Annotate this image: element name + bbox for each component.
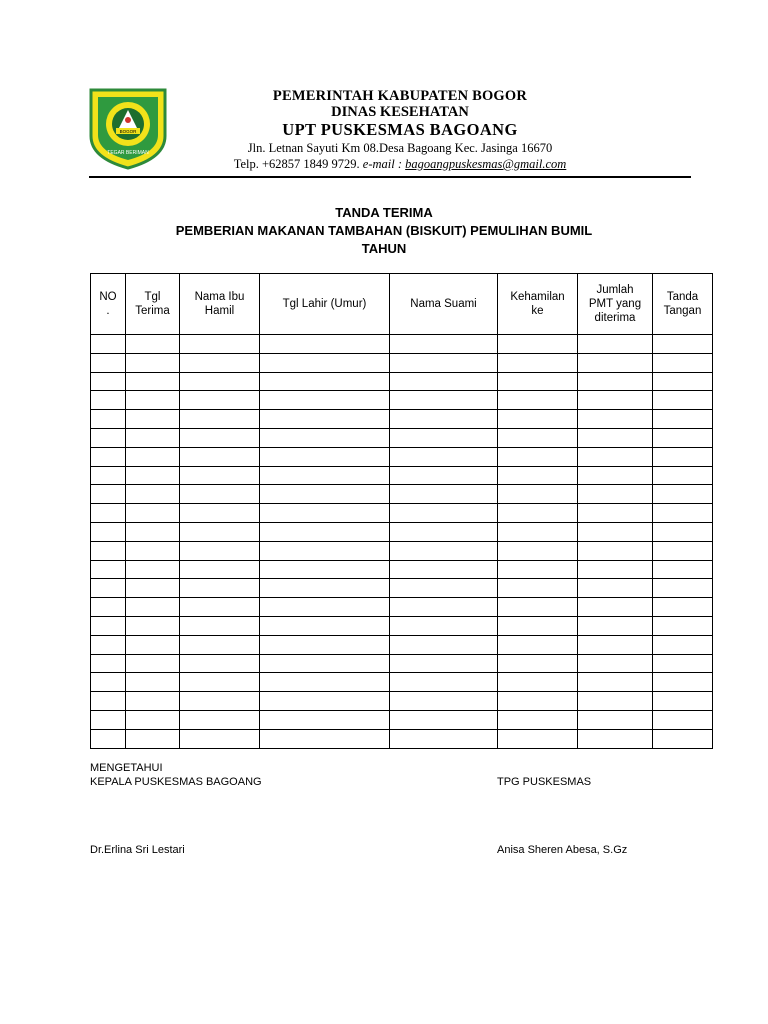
table-cell[interactable] xyxy=(91,522,126,541)
table-cell[interactable] xyxy=(653,466,713,485)
table-cell[interactable] xyxy=(91,335,126,354)
table-cell[interactable] xyxy=(260,635,390,654)
table-row xyxy=(91,692,713,711)
table-cell[interactable] xyxy=(498,541,578,560)
table-cell[interactable] xyxy=(578,485,653,504)
table-row xyxy=(91,579,713,598)
table-cell[interactable] xyxy=(180,729,260,748)
table-cell[interactable] xyxy=(390,504,498,523)
table-cell[interactable] xyxy=(653,560,713,579)
table-cell[interactable] xyxy=(180,428,260,447)
table-header-row xyxy=(91,274,713,335)
table-cell[interactable] xyxy=(653,729,713,748)
district-logo xyxy=(89,88,167,170)
table-cell[interactable] xyxy=(126,729,180,748)
table-cell[interactable] xyxy=(390,391,498,410)
left-signatory xyxy=(90,843,185,857)
table-cell[interactable] xyxy=(653,579,713,598)
table-cell[interactable] xyxy=(126,710,180,729)
table-cell[interactable] xyxy=(390,447,498,466)
table-cell[interactable] xyxy=(578,598,653,617)
table-cell[interactable] xyxy=(578,391,653,410)
table-cell[interactable] xyxy=(260,522,390,541)
table-cell[interactable] xyxy=(578,729,653,748)
table-cell[interactable] xyxy=(260,504,390,523)
table-cell[interactable] xyxy=(180,447,260,466)
table-cell[interactable] xyxy=(91,579,126,598)
table-cell[interactable] xyxy=(91,466,126,485)
table-cell[interactable] xyxy=(390,673,498,692)
table-cell[interactable] xyxy=(390,335,498,354)
table-cell[interactable] xyxy=(126,692,180,711)
table-cell[interactable] xyxy=(260,654,390,673)
table-cell[interactable] xyxy=(578,372,653,391)
table-cell[interactable] xyxy=(653,710,713,729)
letterhead-email-label: e-mail : xyxy=(362,157,403,171)
table-cell[interactable] xyxy=(653,598,713,617)
letterhead-institution: UPT PUSKESMAS BAGOANG xyxy=(282,120,518,139)
table-cell[interactable] xyxy=(390,522,498,541)
logo-motto-text: TEGAR BERIMAN xyxy=(107,150,149,156)
table-cell[interactable] xyxy=(653,522,713,541)
table-cell[interactable] xyxy=(390,729,498,748)
table-cell[interactable] xyxy=(390,353,498,372)
table-cell[interactable] xyxy=(498,391,578,410)
table-cell[interactable] xyxy=(180,560,260,579)
table-cell[interactable] xyxy=(260,673,390,692)
table-cell[interactable] xyxy=(578,579,653,598)
letterhead-government: PEMERINTAH KABUPATEN BOGOR xyxy=(272,88,528,104)
table-cell[interactable] xyxy=(126,560,180,579)
table-cell[interactable] xyxy=(498,598,578,617)
table-cell[interactable] xyxy=(498,410,578,429)
letterhead-divider xyxy=(89,176,691,178)
header-tanda-tangan: Tanda Tangan xyxy=(653,274,713,335)
table-cell[interactable] xyxy=(390,692,498,711)
table-cell[interactable] xyxy=(498,335,578,354)
table-cell[interactable] xyxy=(126,654,180,673)
table-cell[interactable] xyxy=(91,372,126,391)
table-cell[interactable] xyxy=(498,522,578,541)
table-cell[interactable] xyxy=(390,428,498,447)
table-row xyxy=(91,335,713,354)
table-cell[interactable] xyxy=(390,616,498,635)
table-row xyxy=(91,598,713,617)
table-cell[interactable] xyxy=(126,616,180,635)
table-cell[interactable] xyxy=(498,504,578,523)
table-cell[interactable] xyxy=(91,692,126,711)
table-cell[interactable] xyxy=(578,504,653,523)
table-cell[interactable] xyxy=(578,654,653,673)
table-cell[interactable] xyxy=(498,729,578,748)
table-cell[interactable] xyxy=(498,372,578,391)
table-cell[interactable] xyxy=(180,353,260,372)
table-cell[interactable] xyxy=(498,353,578,372)
logo-banner-text: BOGOR xyxy=(119,129,137,134)
table-cell[interactable] xyxy=(126,504,180,523)
table-cell[interactable] xyxy=(653,635,713,654)
header-nama-suami: Nama Suami xyxy=(390,274,498,335)
table-cell[interactable] xyxy=(126,353,180,372)
left-signatory-name: Dr.Erlina Sri Lestari xyxy=(90,844,185,856)
table-row xyxy=(91,372,713,391)
table-cell[interactable] xyxy=(91,560,126,579)
title-line-3: TAHUN xyxy=(361,241,407,256)
header-jumlah-pmt: Jumlah PMT yang diterima xyxy=(578,274,653,335)
table-row xyxy=(91,522,713,541)
table-cell[interactable] xyxy=(180,673,260,692)
left-heading-position: KEPALA PUSKESMAS BAGOANG xyxy=(90,776,262,788)
letterhead-phone: Telp. +62857 1849 9729. xyxy=(233,157,360,171)
table-cell[interactable] xyxy=(390,560,498,579)
right-signatory-name: Anisa Sheren Abesa, S.Gz xyxy=(497,844,628,856)
table-cell[interactable] xyxy=(653,654,713,673)
table-row xyxy=(91,616,713,635)
table-cell[interactable] xyxy=(126,335,180,354)
table-cell[interactable] xyxy=(91,485,126,504)
table-row xyxy=(91,447,713,466)
table-cell[interactable] xyxy=(578,710,653,729)
table-cell[interactable] xyxy=(180,372,260,391)
table-cell[interactable] xyxy=(498,447,578,466)
table-row xyxy=(91,504,713,523)
table-cell[interactable] xyxy=(180,635,260,654)
table-cell[interactable] xyxy=(390,579,498,598)
table-cell[interactable] xyxy=(260,410,390,429)
table-cell[interactable] xyxy=(126,598,180,617)
table-cell[interactable] xyxy=(126,391,180,410)
table-row xyxy=(91,710,713,729)
table-cell[interactable] xyxy=(498,692,578,711)
table-cell[interactable] xyxy=(653,335,713,354)
table-cell[interactable] xyxy=(578,616,653,635)
table-cell[interactable] xyxy=(498,579,578,598)
table-cell[interactable] xyxy=(91,541,126,560)
table-cell[interactable] xyxy=(653,692,713,711)
table-cell[interactable] xyxy=(653,673,713,692)
table-cell[interactable] xyxy=(390,372,498,391)
table-cell[interactable] xyxy=(180,710,260,729)
table-row xyxy=(91,673,713,692)
table-cell[interactable] xyxy=(126,466,180,485)
table-cell[interactable] xyxy=(91,391,126,410)
table-cell[interactable] xyxy=(653,410,713,429)
table-row xyxy=(91,635,713,654)
table-cell[interactable] xyxy=(260,710,390,729)
table-cell[interactable] xyxy=(498,560,578,579)
table-cell[interactable] xyxy=(260,729,390,748)
table-cell[interactable] xyxy=(260,560,390,579)
table-cell[interactable] xyxy=(91,729,126,748)
title-line-2: PEMBERIAN MAKANAN TAMBAHAN (BISKUIT) PEMULIHAN BUMIL xyxy=(175,223,593,238)
letterhead-contact xyxy=(180,156,620,172)
table-cell[interactable] xyxy=(498,466,578,485)
table-cell[interactable] xyxy=(578,673,653,692)
table-cell[interactable] xyxy=(390,710,498,729)
table-cell[interactable] xyxy=(180,466,260,485)
table-cell[interactable] xyxy=(498,673,578,692)
table-cell[interactable] xyxy=(498,616,578,635)
table-row xyxy=(91,353,713,372)
table-cell[interactable] xyxy=(91,635,126,654)
table-cell[interactable] xyxy=(653,616,713,635)
table-cell[interactable] xyxy=(260,335,390,354)
table-cell[interactable] xyxy=(91,616,126,635)
table-cell[interactable] xyxy=(91,673,126,692)
table-cell[interactable] xyxy=(390,635,498,654)
table-cell[interactable] xyxy=(180,579,260,598)
right-heading-position: TPG PUSKESMAS xyxy=(497,776,592,788)
left-heading-acknowledge: MENGETAHUI xyxy=(90,762,163,774)
header-tgl-lahir: Tgl Lahir (Umur) xyxy=(260,274,390,335)
table-cell[interactable] xyxy=(498,485,578,504)
table-cell[interactable] xyxy=(498,428,578,447)
table-cell[interactable] xyxy=(91,504,126,523)
title-line-1: TANDA TERIMA xyxy=(335,205,433,220)
table-cell[interactable] xyxy=(653,504,713,523)
table-cell[interactable] xyxy=(91,410,126,429)
letterhead xyxy=(180,88,620,172)
table-cell[interactable] xyxy=(126,428,180,447)
header-kehamilan-ke: Kehamilan ke xyxy=(498,274,578,335)
table-cell[interactable] xyxy=(653,391,713,410)
table-cell[interactable] xyxy=(390,598,498,617)
right-signatory xyxy=(497,843,627,857)
letterhead-department: DINAS KESEHATAN xyxy=(331,104,469,120)
receipt-table xyxy=(90,273,713,749)
table-cell[interactable] xyxy=(126,447,180,466)
table-cell[interactable] xyxy=(260,353,390,372)
table-cell[interactable] xyxy=(653,485,713,504)
table-cell[interactable] xyxy=(126,372,180,391)
right-signature-block xyxy=(497,775,591,789)
table-cell[interactable] xyxy=(180,692,260,711)
table-row xyxy=(91,560,713,579)
table-cell[interactable] xyxy=(180,410,260,429)
header-nama-ibu-hamil: Nama Ibu Hamil xyxy=(180,274,260,335)
table-cell[interactable] xyxy=(578,335,653,354)
table-cell[interactable] xyxy=(260,692,390,711)
table-cell[interactable] xyxy=(260,485,390,504)
document-title xyxy=(89,204,679,258)
table-row xyxy=(91,729,713,748)
letterhead-address: Jln. Letnan Sayuti Km 08.Desa Bagoang Kec. Jasinga 16670 xyxy=(247,141,553,155)
table-cell[interactable] xyxy=(126,485,180,504)
table-cell[interactable] xyxy=(260,579,390,598)
left-signature-block xyxy=(90,761,262,789)
table-cell[interactable] xyxy=(390,541,498,560)
table-cell[interactable] xyxy=(180,616,260,635)
table-cell[interactable] xyxy=(498,710,578,729)
table-cell[interactable] xyxy=(126,541,180,560)
table-cell[interactable] xyxy=(578,428,653,447)
table-cell[interactable] xyxy=(126,410,180,429)
table-cell[interactable] xyxy=(126,673,180,692)
table-cell[interactable] xyxy=(91,428,126,447)
table-cell[interactable] xyxy=(126,579,180,598)
table-cell[interactable] xyxy=(260,616,390,635)
table-cell[interactable] xyxy=(653,428,713,447)
table-row xyxy=(91,466,713,485)
table-cell[interactable] xyxy=(260,447,390,466)
table-cell[interactable] xyxy=(260,372,390,391)
table-cell[interactable] xyxy=(578,447,653,466)
table-cell[interactable] xyxy=(260,541,390,560)
table-cell[interactable] xyxy=(578,560,653,579)
table-cell[interactable] xyxy=(91,447,126,466)
table-cell[interactable] xyxy=(91,353,126,372)
letterhead-email[interactable]: bagoangpuskesmas@gmail.com xyxy=(405,157,567,171)
table-cell[interactable] xyxy=(390,654,498,673)
table-row xyxy=(91,541,713,560)
table-cell[interactable] xyxy=(180,335,260,354)
table-cell[interactable] xyxy=(260,391,390,410)
table-row xyxy=(91,654,713,673)
table-row xyxy=(91,391,713,410)
table-cell[interactable] xyxy=(390,485,498,504)
table-cell[interactable] xyxy=(180,654,260,673)
table-cell[interactable] xyxy=(578,466,653,485)
table-cell[interactable] xyxy=(653,447,713,466)
table-cell[interactable] xyxy=(653,541,713,560)
table-cell[interactable] xyxy=(91,710,126,729)
table-cell[interactable] xyxy=(126,522,180,541)
table-cell[interactable] xyxy=(260,598,390,617)
table-cell[interactable] xyxy=(498,654,578,673)
table-cell[interactable] xyxy=(260,428,390,447)
table-cell[interactable] xyxy=(498,635,578,654)
table-cell[interactable] xyxy=(390,410,498,429)
table-cell[interactable] xyxy=(578,410,653,429)
table-cell[interactable] xyxy=(653,372,713,391)
table-cell[interactable] xyxy=(91,598,126,617)
table-cell[interactable] xyxy=(653,353,713,372)
table-cell[interactable] xyxy=(180,598,260,617)
table-cell[interactable] xyxy=(180,541,260,560)
table-row xyxy=(91,410,713,429)
table-cell[interactable] xyxy=(91,654,126,673)
header-no: NO . xyxy=(91,274,126,335)
table-row xyxy=(91,485,713,504)
header-tgl-terima: Tgl Terima xyxy=(126,274,180,335)
table-cell[interactable] xyxy=(578,692,653,711)
table-row xyxy=(91,428,713,447)
table-cell[interactable] xyxy=(578,353,653,372)
table-cell[interactable] xyxy=(126,635,180,654)
table-cell[interactable] xyxy=(180,504,260,523)
table-cell[interactable] xyxy=(180,485,260,504)
table-cell[interactable] xyxy=(260,466,390,485)
table-cell[interactable] xyxy=(578,635,653,654)
table-cell[interactable] xyxy=(578,541,653,560)
table-cell[interactable] xyxy=(180,391,260,410)
table-cell[interactable] xyxy=(390,466,498,485)
table-cell[interactable] xyxy=(180,522,260,541)
table-cell[interactable] xyxy=(578,522,653,541)
